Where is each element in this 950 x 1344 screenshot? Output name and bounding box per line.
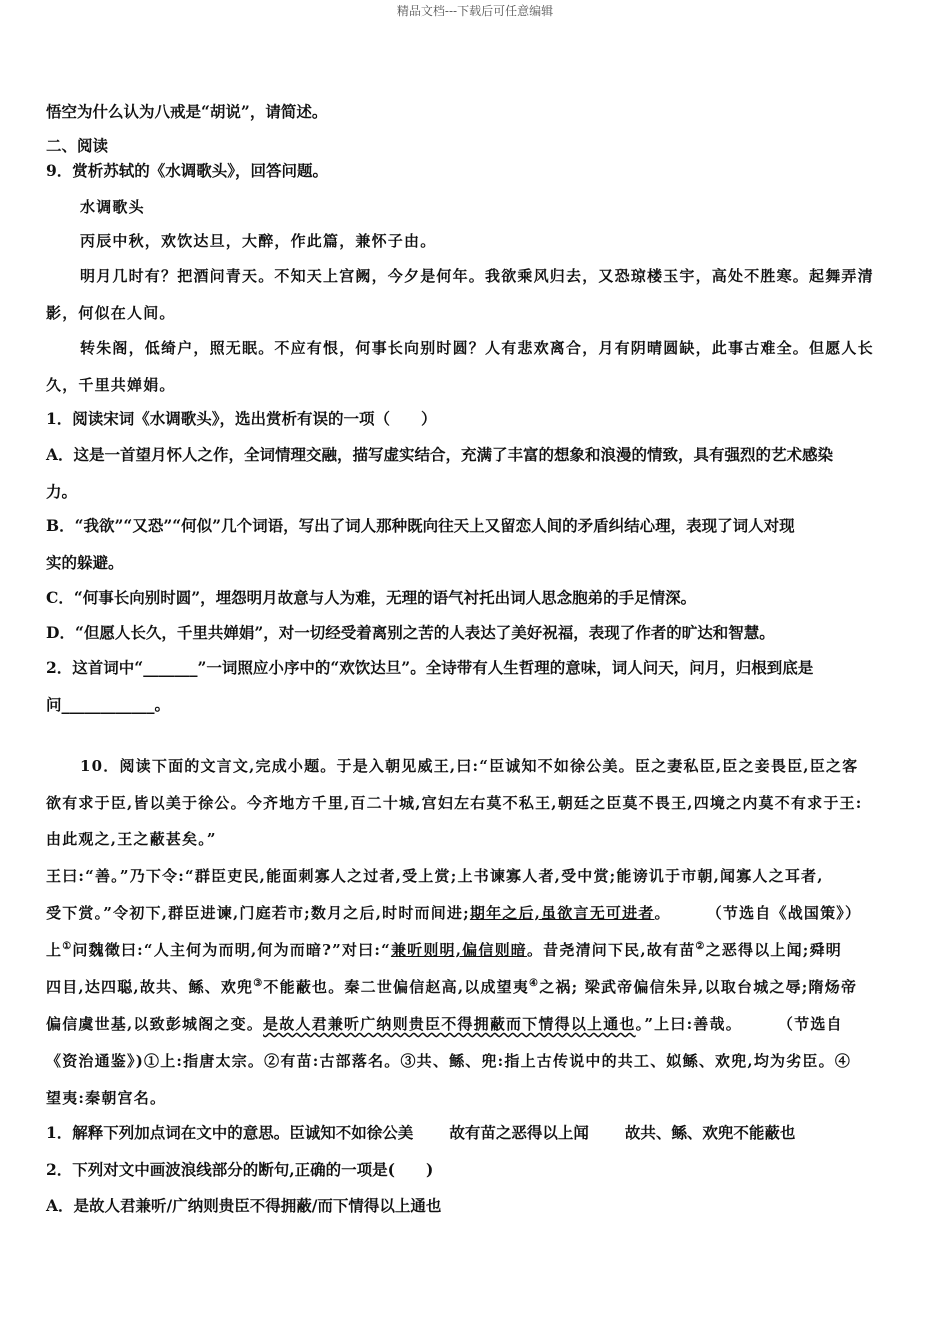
question-9: 9．赏析苏轼的《水调歌头》，回答问题。 [46, 161, 329, 180]
passage-line: 由此观之,王之蔽甚矣。” [46, 830, 217, 848]
footnotes: 《资治通鉴》)①上:指唐太宗。②有苗:古部落名。③共、鲧、兜:指上古传说中的共工、姒鲧、欢兜,均为劣臣。④ [46, 1052, 852, 1070]
passage-line: 王曰:“善。”乃下令:“群臣吏民,能面刺寡人之过者,受上赏;上书谏寡人者,受中赏;能谤讥于市朝,闻寡人之耳者, [46, 867, 824, 885]
question-10: 10．阅读下面的文言文,完成小题。于是入朝见威王,曰:“臣诚知不如徐公美。臣之妻私臣,臣之妾畏臣,臣之客 [80, 757, 859, 775]
passage-line: 欲有求于臣,皆以美于徐公。今齐地方千里,百二十城,宫妇左右莫不私王,朝廷之臣莫不畏王,四境之内莫不有求于王: [46, 794, 863, 812]
passage-line: 上①问魏徵曰:“人主何为而明,何为而暗?”对曰:“兼听则明,偏信则暗。昔尧清问下民,故有苗②之恶得以上闻;舜明 [46, 941, 842, 959]
question-1: 1．阅读宋词《水调歌头》，选出赏析有误的一项（ ） [46, 409, 437, 428]
page-header: 精品文档---下载后可任意编辑 [396, 4, 554, 18]
underlined-phrase: 兼听则明,偏信则暗 [390, 941, 527, 959]
source-note: （节选自《战国策》） [706, 904, 862, 922]
passage-line: 偏信虞世基,以致彭城阁之变。是故人君兼听广纳则贵臣不得拥蔽而下情得以上通也。”上曰:善哉。 （节选自 [46, 1015, 843, 1033]
option-d: D．“但愿人长久，千里共婵娟”，对一切经受着离别之苦的人表达了美好祝福，表现了作者的旷达和智慧。 [46, 623, 775, 642]
option-b: B．“我欲”“又恐”“何似”几个词语，写出了词人那种既向往天上又留恋人间的矛盾纠结心理，表现了词人对现 [46, 516, 795, 535]
footnotes-cont: 望夷:秦朝宫名。 [46, 1089, 167, 1107]
wavy-underlined-sentence: 是故人君兼听广纳则贵臣不得拥蔽而下情得以上通也 [263, 1015, 636, 1033]
passage-line: 受下赏。”令初下,群臣进谏,门庭若市;数月之后,时时而间进;期年之后,虽欲言无可进者。 （节选自《战国策》） [46, 904, 862, 922]
question-10-1: 1．解释下列加点词在文中的意思。臣诚知不如徐公美 故有苗之恶得以上闻 故共、鲧、欢兜不能蔽也 [46, 1123, 796, 1142]
option-b-cont: 实的躲避。 [46, 553, 124, 572]
poem-title: 水调歌头 [80, 198, 145, 216]
section-heading: 二、阅读 [46, 136, 109, 155]
poem-line: 影，何似在人间。 [46, 304, 176, 322]
source-note: （节选自 [777, 1015, 843, 1033]
question-2-cont: 问____________。 [46, 695, 171, 714]
poem-line: 转朱阁，低绮户，照无眠。不应有恨，何事长向别时圆？人有悲欢离合，月有阴晴圆缺，此事古难全。但愿人长 [80, 339, 874, 357]
passage-line: 四目,达四聪,故共、鲧、欢兜③不能蔽也。秦二世偏信赵高,以成望夷④之祸; 梁武帝偏信朱异,以取台城之辱;隋炀帝 [46, 978, 858, 996]
option-a: A．是故人君兼听/广纳则贵臣不得拥蔽/而下情得以上通也 [46, 1196, 442, 1215]
question-text: 悟空为什么认为八戒是“胡说”，请简述。 [46, 102, 328, 121]
underlined-phrase: 期年之后,虽欲言无可进者 [469, 904, 655, 922]
option-c: C．“何事长向别时圆”，埋怨明月故意与人为难，无理的语气衬托出词人思念胞弟的手足情深。 [46, 588, 697, 607]
poem-line: 明月几时有？把酒问青天。不知天上宫阙，今夕是何年。我欲乘风归去，又恐琼楼玉宇，高处不胜寒。起舞弄清 [80, 267, 874, 285]
option-a: A．这是一首望月怀人之作，全词情理交融，描写虚实结合，充满了丰富的想象和浪漫的情致，具有强烈的艺术感染 [46, 445, 834, 464]
option-a-cont: 力。 [46, 482, 78, 501]
poem-preface: 丙辰中秋，欢饮达旦，大醉，作此篇，兼怀子由。 [80, 232, 437, 250]
question-10-2: 2．下列对文中画波浪线部分的断句,正确的一项是( ) [46, 1160, 434, 1179]
poem-line: 久，千里共婵娟。 [46, 376, 176, 394]
question-2: 2．这首词中“_______”一词照应小序中的“欢饮达旦”。全诗带有人生哲理的意味，词人问天，问月，归根到底是 [46, 658, 814, 677]
